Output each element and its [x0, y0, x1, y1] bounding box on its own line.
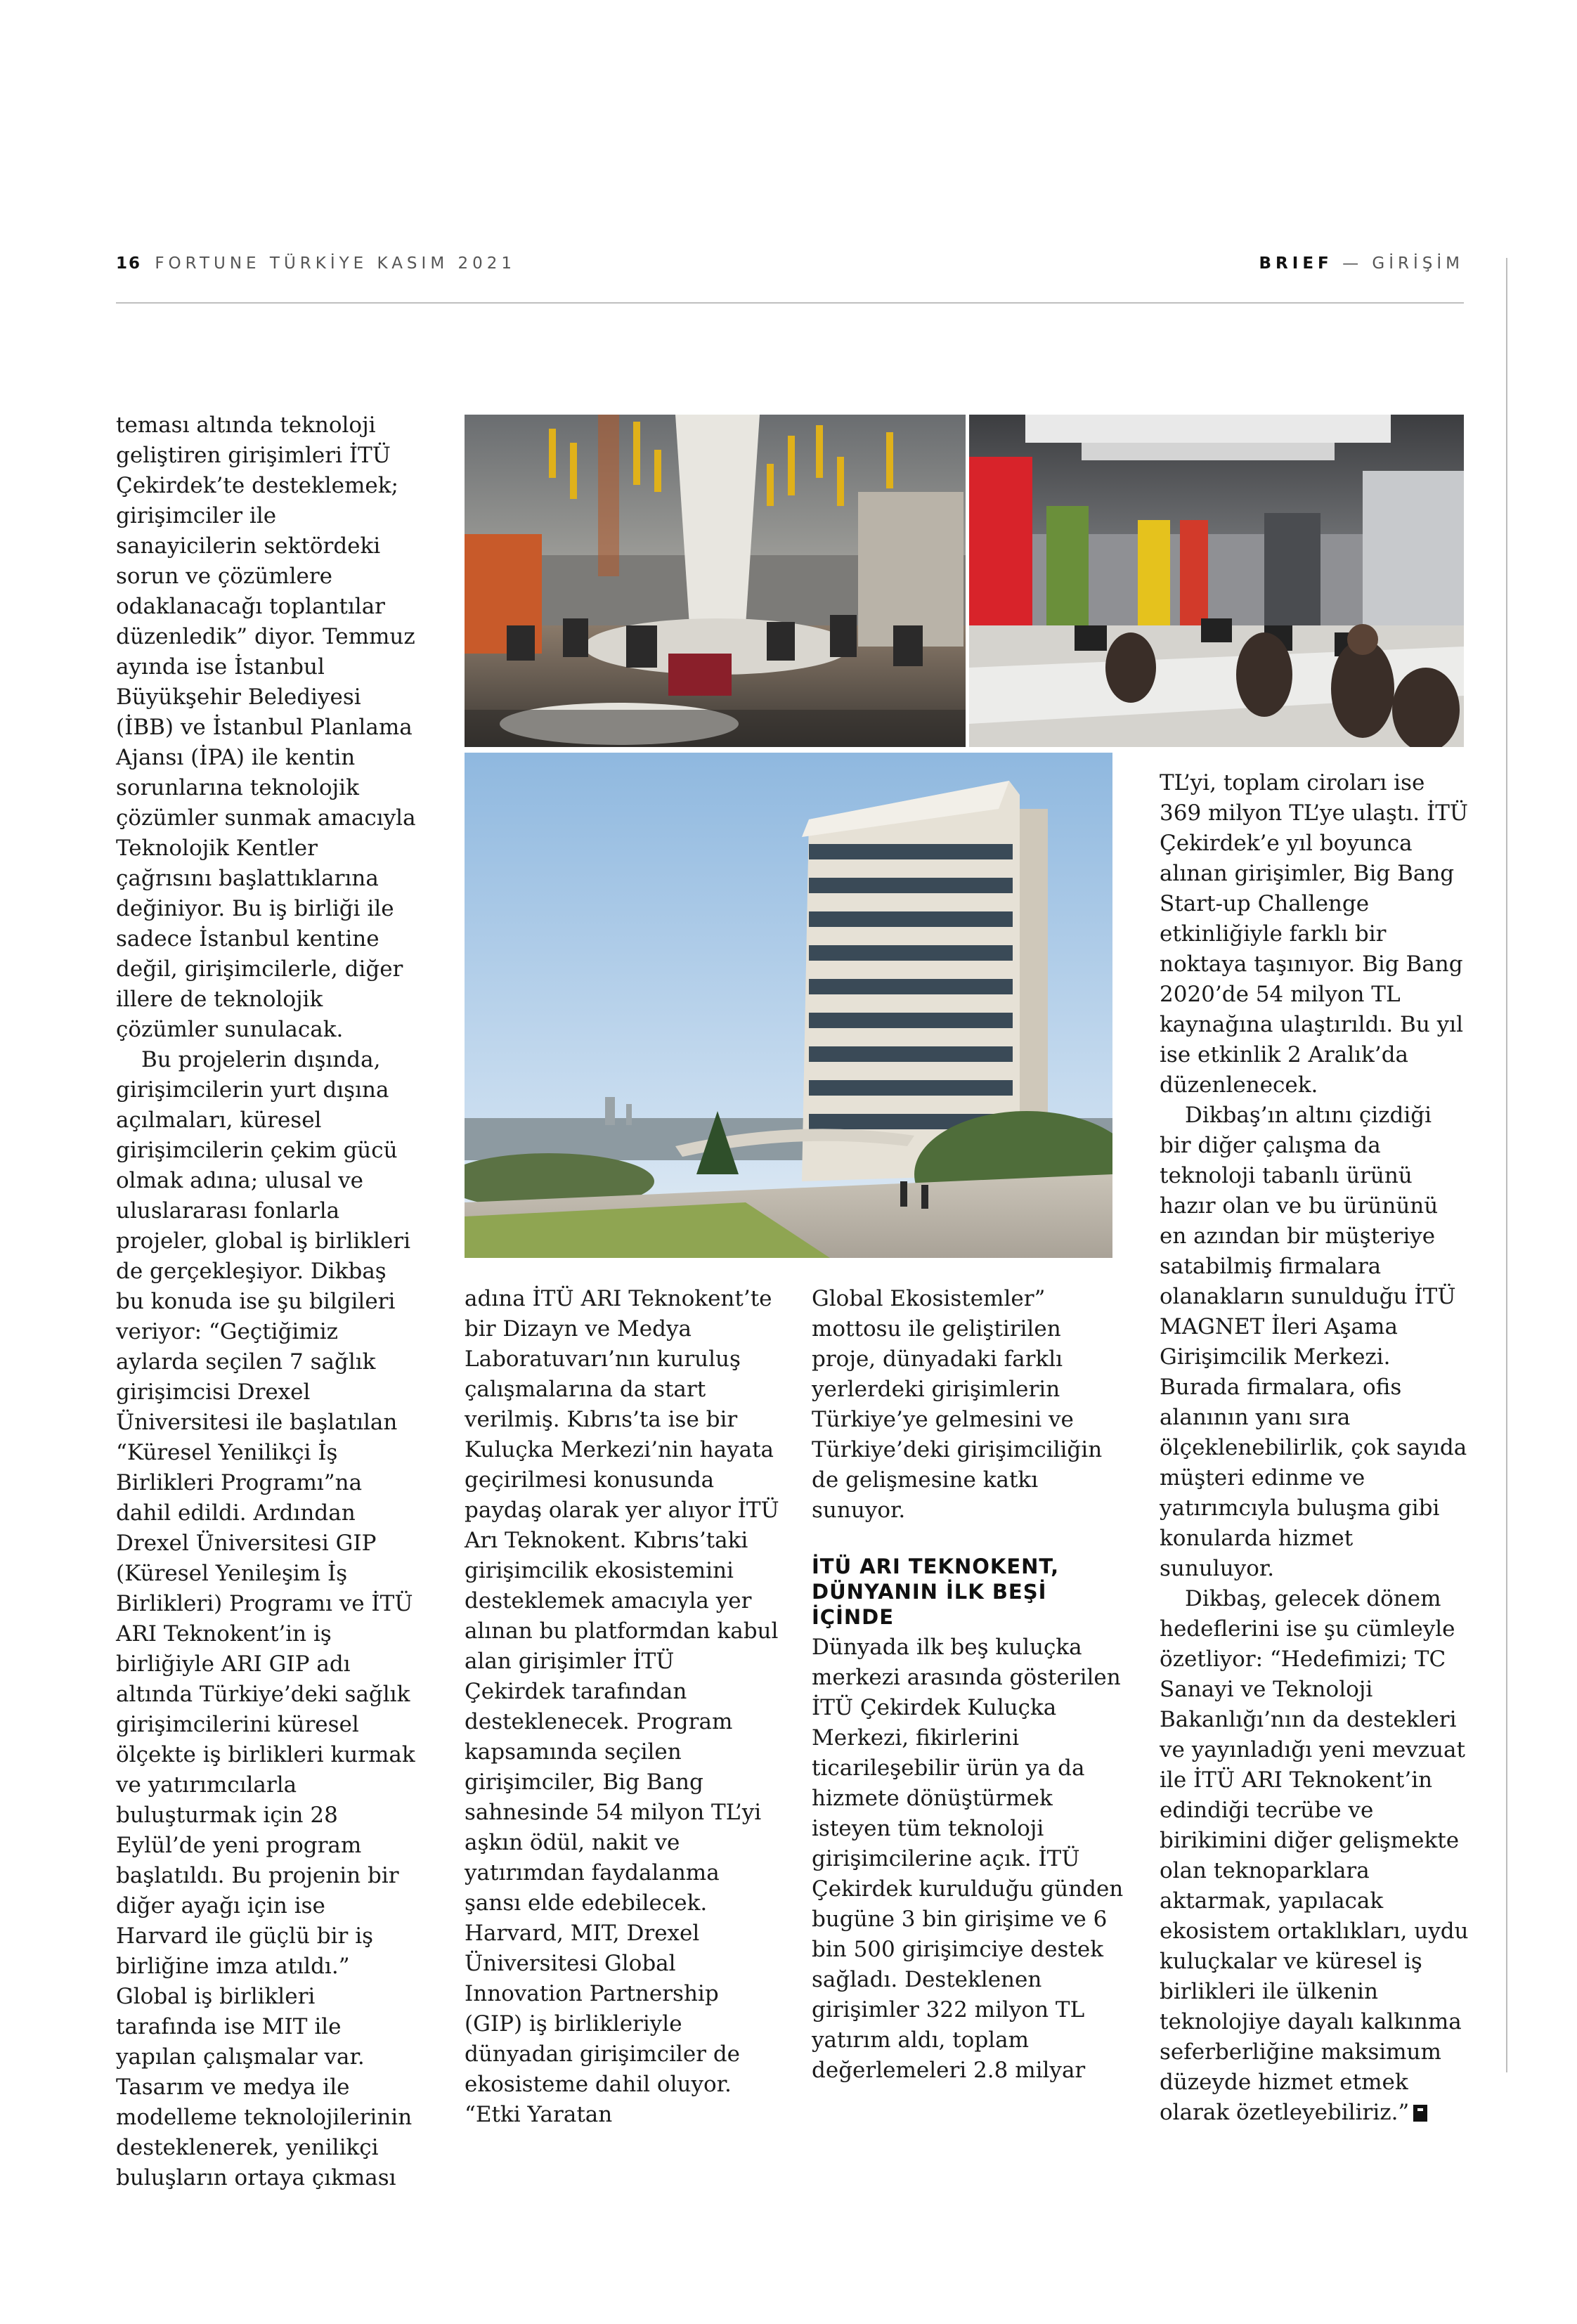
- col1-paragraph-2: Bu projelerin dışında, girişimcilerin yurt dışına açılmaları, küresel girişimcilerin çekim gücü olmak adına; ulusal ve uluslararası fonlarla projeler, global iş birlikleri de gerçekleşiyor. Dikbaş bu konuda ise şu bilgileri veriyor: “Geçtiğimiz aylarda seçilen 7 sağlık girişimcisi Drexel Üniversitesi ile başlatılan “Küresel Yenilikçi İş Birlikleri Programı”na dahil edildi. Ardından Drexel Üniversitesi GIP (Küresel Yenileşim İş Birlikleri) Programı ve İTÜ ARI Teknokent’in iş birliğiyle ARI GIP adı altında Türkiye’deki sağlık girişimcilerini küresel ölçekte iş birlikleri kurmak ve yatırımcılarla buluşturmak için 28 Eylül’de yeni program başlatıldı. Bu projenin bir diğer ayağı için ise Harvard ile güçlü bir iş birliğine imza atıldı.” Global iş birlikleri tarafında ise MIT ile yapılan çalışmalar var. Tasarım ve medya ile modelleme teknolojilerinin desteklenerek, yenilikçi buluşların ortaya çıkması: [116, 1047, 415, 2190]
- photo-coworking-interior: [465, 415, 966, 747]
- col4-paragraph-2: Dikbaş’ın altını çizdiği bir diğer çalışma da teknoloji tabanlı ürünü hazır olan ve bu ürününü en azından bir müşteriye satabilmiş firmalara olanakların sunulduğu İTÜ MAGNET İleri Aşama Girişimcilik Merkezi. Burada firmalara, ofis alanının yanı sıra ölçeklenebilirlik, çok sayıda müşteri edinme ve yatırımcıyla buluşma gibi konularda hizmet sunuluyor.: [1160, 1103, 1467, 1581]
- text-column-2: [465, 1284, 781, 2130]
- col1-paragraph-1: teması altında teknoloji geliştiren girişimleri İTÜ Çekirdek’te desteklemek; girişimciler ile sanayicilerin sektördeki sorun ve çözümlere odaklanacağı toplantılar düzenledik” diyor. Temmuz ayında ise İstanbul Büyükşehir Belediyesi (İBB) ve İstanbul Planlama Ajansı (İPA) ile kentin sorunlarına teknolojik çözümler sunmak amacıyla Teknolojik Kentler çağrısını başlattıklarına değiniyor. Bu iş birliği ile sadece İstanbul kentine değil, girişimcilerle, diğer illere de teknolojik çözümler sunulacak.: [116, 413, 416, 1042]
- col3-paragraph-2: Dünyada ilk beş kuluçka merkezi arasında gösterilen İTÜ Çekirdek Kuluçka Merkezi, fikirlerini ticarileşebilir ürün ya da hizmete dönüştürmek isteyen tüm teknoloji girişimcilerine açık. İTÜ Çekirdek kurulduğu günden bugüne 3 bin girişime ve 6 bin 500 girişimciye destek sağladı. Desteklenen girişimler 322 milyon TL yatırım aldı, toplam değerlemeleri 2.8 milyar: [812, 1635, 1124, 2083]
- open-office-image: [969, 415, 1464, 747]
- section-name: BRIEF: [1259, 254, 1333, 273]
- photo-open-office: [969, 415, 1464, 747]
- right-margin-rule: [1506, 258, 1507, 2072]
- col4-paragraph-1: TL’yi, toplam ciroları ise 369 milyon TL’ye ulaştı. İTÜ Çekirdek’e yıl boyunca alınan girişimler, Big Bang Start-up Challenge etkinliğiyle farklı bir noktaya taşınıyor. Big Bang 2020’de 54 milyon TL kaynağına ulaştırıldı. Bu yıl ise etkinlik 2 Aralık’da düzenlenecek.: [1160, 770, 1469, 1098]
- col4-paragraph-3-text: Dikbaş, gelecek dönem hedeflerini ise şu cümleyle özetliyor: “Hedefimizi; TC Sanayi ve Teknoloji Bakanlığı’nın da destekleri ve yayınladığı yeni mevzuat ile İTÜ ARI Teknokent’in edindiği tecrübe ve birikimini diğer gelişmekte olan teknoparklara aktarmak, yapılacak ekosistem ortaklıkları, uydu kuluçkalar ve küresel iş birlikleri ile ülkenin teknolojiye dayalı kalkınma seferberliğine maksimum düzeyde hizmet etmek olarak özetleyebiliriz.”: [1160, 1586, 1469, 2125]
- col4-paragraph-3: [1160, 1584, 1469, 2128]
- page-header: [116, 254, 1464, 283]
- section-label: [1259, 254, 1464, 273]
- coworking-interior-image: [465, 415, 966, 747]
- section-sub: — GİRİŞİM: [1332, 254, 1464, 273]
- text-column-1: [116, 410, 418, 2193]
- text-column-4: [1160, 768, 1469, 2128]
- header-divider: [116, 302, 1464, 304]
- publication-name: FORTUNE TÜRKİYE KASIM 2021: [155, 254, 517, 273]
- section-subheading: İTÜ ARI TEKNOKENT, DÜNYANIN İLK BEŞİ İÇİNDE: [812, 1554, 1060, 1629]
- folio: [116, 254, 516, 273]
- teknokent-building-image: [465, 753, 1112, 1258]
- page-number: 16: [116, 254, 142, 273]
- col2-paragraph-1: adına İTÜ ARI Teknokent’te bir Dizayn ve Medya Laboratuvarı’nın kuruluş çalışmalarına da start verilmiş. Kıbrıs’ta ise bir Kuluçka Merkezi’nin hayata geçirilmesi konusunda paydaş olarak yer alıyor İTÜ Arı Teknokent. Kıbrıs’taki girişimcilik ekosistemini desteklemek amacıyla yer alınan bu platformdan kabul alan girişimler İTÜ Çekirdek tarafından desteklenecek. Program kapsamında seçilen girişimciler, Big Bang sahnesinde 54 milyon TL’yi aşkın ödül, nakit ve yatırımdan faydalanma şansı elde edebilecek. Harvard, MIT, Drexel Üniversitesi Global Innovation Partnership (GIP) iş birlikleriyle dünyadan girişimciler de ekosisteme dahil oluyor. “Etki Yaratan: [465, 1286, 779, 2127]
- photo-teknokent-building: [465, 753, 1112, 1258]
- col3-paragraph-1: Global Ekosistemler” mottosu ile geliştirilen proje, dünyadaki farklı yerlerdeki girişimlerin Türkiye’ye gelmesini ve Türkiye’deki girişimciliğin de gelişmesine katkı sunuyor.: [812, 1286, 1103, 1523]
- text-column-3: [812, 1284, 1128, 2086]
- end-of-article-mark: [1413, 2105, 1427, 2122]
